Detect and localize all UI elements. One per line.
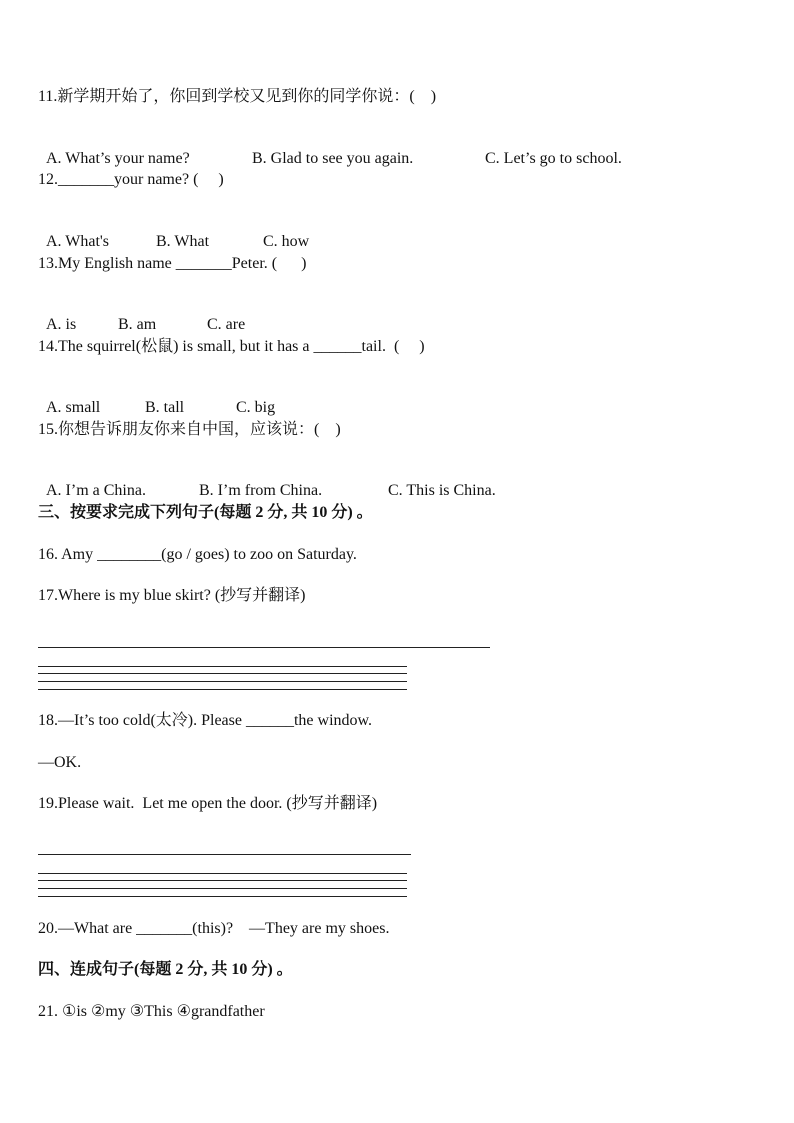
question-12: 12._______your name? ( ) xyxy=(38,171,224,188)
q17-copy-line[interactable] xyxy=(38,647,490,648)
q11-option-a: A. What’s your name? xyxy=(46,150,190,167)
q17-writing-line-1 xyxy=(38,666,407,667)
q19-writing-line-3 xyxy=(38,888,407,889)
q11-option-c: C. Let’s go to school. xyxy=(485,150,622,167)
question-18-reply: —OK. xyxy=(38,754,82,771)
q14-option-c: C. big xyxy=(236,399,276,416)
question-14: 14.The squirrel(松鼠) is small, but it has a ______tail. ( ) xyxy=(38,338,425,355)
q17-writing-line-2 xyxy=(38,673,407,674)
section-3-heading: 三、按要求完成下列句子(每题 2 分, 共 10 分) 。 xyxy=(38,504,373,521)
question-15: 15.你想告诉朋友你来自中国，应该说：( ) xyxy=(38,421,341,438)
q12-option-b: B. What xyxy=(156,233,210,250)
q19-copy-line[interactable] xyxy=(38,854,411,855)
q13-option-c: C. are xyxy=(207,316,246,333)
q13-option-a: A. is xyxy=(46,316,77,333)
q14-option-b: B. tall xyxy=(145,399,185,416)
q19-writing-line-2 xyxy=(38,880,407,881)
q13-option-b: B. am xyxy=(118,316,157,333)
question-20: 20.—What are _______(this)? —They are my shoes. xyxy=(38,920,390,937)
question-15-options xyxy=(38,461,496,501)
question-11: 11.新学期开始了，你回到学校又见到你的同学你说：( ) xyxy=(38,88,437,105)
q12-option-c: C. how xyxy=(263,233,310,250)
q15-option-b: B. I’m from China. xyxy=(199,482,323,499)
q15-option-a: A. I’m a China. xyxy=(46,482,146,499)
question-13-options xyxy=(38,295,246,335)
q19-writing-line-4 xyxy=(38,896,407,897)
question-13: 13.My English name _______Peter. ( ) xyxy=(38,255,307,272)
q17-writing-line-3 xyxy=(38,681,407,682)
question-17: 17.Where is my blue skirt? (抄写并翻译) xyxy=(38,587,306,604)
question-12-options xyxy=(38,212,310,252)
question-21: 21. ①is ②my ③This ④grandfather xyxy=(38,1003,265,1020)
question-19: 19.Please wait. Let me open the door. (抄写并翻译) xyxy=(38,795,378,812)
q11-option-b: B. Glad to see you again. xyxy=(252,150,414,167)
q15-option-c: C. This is China. xyxy=(388,482,496,499)
q19-writing-line-1 xyxy=(38,873,407,874)
q14-option-a: A. small xyxy=(46,399,101,416)
q12-option-a: A. What's xyxy=(46,233,110,250)
question-14-options xyxy=(38,378,276,418)
q17-writing-line-4 xyxy=(38,689,407,690)
section-4-heading: 四、连成句子(每题 2 分, 共 10 分) 。 xyxy=(38,961,293,978)
question-16: 16. Amy ________(go / goes) to zoo on Saturday. xyxy=(38,546,357,563)
question-11-options xyxy=(38,129,622,169)
question-18: 18.—It’s too cold(太冷). Please ______the window. xyxy=(38,712,373,729)
